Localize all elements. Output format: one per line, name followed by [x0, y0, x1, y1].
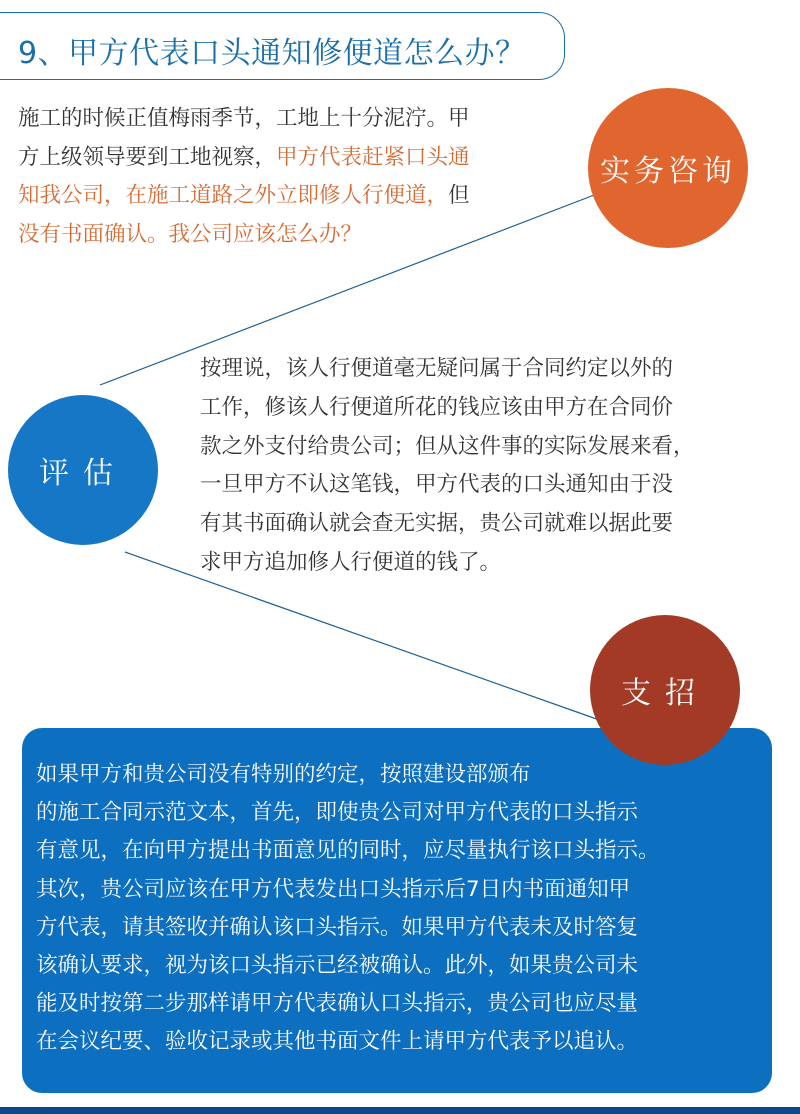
advice-line: 如果甲方和贵公司没有特别的约定，按照建设部颁布: [36, 762, 531, 787]
assessment-line: 按理说，该人行便道毫无疑问属于合同约定以外的: [200, 356, 674, 381]
advice-line: 该确认要求，视为该口头指示已经被确认。此外，如果贵公司未: [36, 953, 639, 979]
assessment-line: 有其书面确认就会查无实据，贵公司就难以据此要: [200, 511, 674, 537]
question-line: [18, 100, 470, 139]
highlighted-text: 甲方代表赶紧口头通: [276, 144, 470, 170]
advice-line: 其次，贵公司应该在甲方代表发出口头指示后7日内书面通知甲: [36, 876, 631, 902]
assessment-line: 工作，修该人行便道所花的钱应该由甲方在合同价: [200, 394, 674, 420]
assessment-line: 款之外支付给贵公司；但从这件事的实际发展来看，: [200, 433, 695, 459]
assessment-line: 一旦甲方不认这笔钱，甲方代表的口头通知由于没: [200, 472, 674, 498]
question-text: [18, 100, 470, 254]
question-line: [18, 139, 470, 178]
advice-text: [36, 756, 660, 1062]
advice-line: 的施工合同示范文本，首先，即使贵公司对甲方代表的口头指示: [36, 800, 639, 826]
advice-circle: [590, 615, 740, 765]
bottom-bar: [0, 1107, 800, 1114]
advice-line: 方代表，请其签收并确认该口头指示。如果甲方代表未及时答复: [36, 914, 639, 940]
plain-text: 但: [448, 183, 470, 208]
assess-circle: [8, 395, 158, 545]
question-line: [18, 216, 470, 255]
advice-label: 支招: [621, 676, 709, 711]
plain-text: 方上级领导要到工地视察，: [18, 144, 277, 170]
highlighted-text: 知我公司，在施工道路之外立即修人行便道，: [18, 183, 449, 208]
page-title: 9、甲方代表口头通知修便道怎么办？: [18, 36, 526, 71]
plain-text: 施工的时候正值梅雨季节，工地上十分泥泞。甲: [18, 106, 470, 131]
assessment-text: [200, 350, 695, 583]
advice-line: 有意见，在向甲方提出书面意见的同时，应尽量执行该口头指示。: [36, 838, 660, 864]
assess-label: 评估: [39, 456, 127, 491]
question-line: [18, 177, 470, 216]
consult-label: 实务咨询: [600, 154, 736, 189]
assessment-line: 求甲方追加修人行便道的钱了。: [200, 549, 502, 575]
consult-circle: [588, 88, 748, 248]
advice-line: 在会议纪要、验收记录或其他书面文件上请甲方代表予以追认。: [36, 1029, 639, 1055]
highlighted-text: 没有书面确认。我公司应该怎么办？: [18, 221, 363, 247]
advice-line: 能及时按第二步那样请甲方代表确认口头指示，贵公司也应尽量: [36, 991, 639, 1017]
